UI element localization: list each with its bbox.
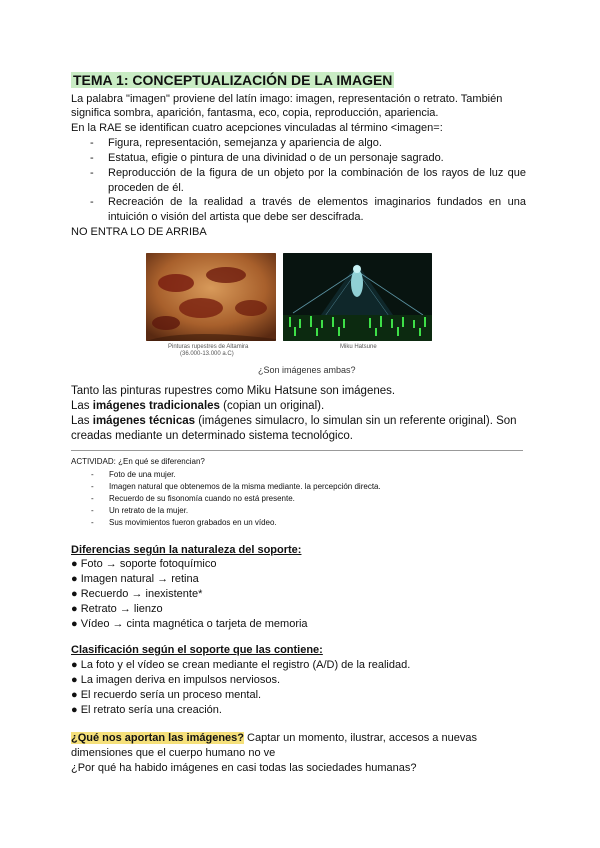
intro-line-3: En la RAE se identifican cuatro acepciones vinculadas al término <imagen=: <box>71 122 443 134</box>
no-entra-note: NO ENTRA LO DE ARRIBA <box>71 226 207 238</box>
clasificacion-item: ● La imagen deriva en impulsos nerviosos. <box>71 674 281 686</box>
list-dash: - <box>91 506 94 515</box>
list-dash: - <box>90 137 94 149</box>
actividad-heading: ACTIVIDAD: ¿En qué se diferencian? <box>71 457 205 466</box>
aportan-line-2: dimensiones que el cuerpo humano no ve <box>71 747 276 759</box>
tecnicas-line: Las imágenes técnicas (imágenes simulacro, lo simulan sin un referente original). Son <box>71 415 517 427</box>
diferencias-item: ● Vídeo → cinta magnética o tarjeta de memoria <box>71 618 308 630</box>
clasificacion-item: ● La foto y el vídeo se crean mediante el registro (A/D) de la realidad. <box>71 659 411 671</box>
acepcion-item: Reproducción de la figura de un objeto por la combinación de los rayos de luz que proceden de él. <box>108 167 526 194</box>
altamira-painting-image <box>146 253 276 341</box>
aportan-line-1: ¿Qué nos aportan las imágenes? Captar un momento, ilustrar, accesos a nuevas <box>71 732 477 744</box>
diferencias-item: ● Imagen natural → retina <box>71 573 199 585</box>
list-dash: - <box>90 152 94 164</box>
intro-line-1: La palabra "imagen" proviene del latín imago: imagen, representación o retrato. También <box>71 93 503 105</box>
altamira-caption: Pinturas rupestres de Altamira <box>168 344 249 350</box>
figure-question: ¿Son imágenes ambas? <box>258 365 356 375</box>
final-question: ¿Por qué ha habido imágenes en casi todas las sociedades humanas? <box>71 762 417 774</box>
list-dash: - <box>90 196 94 208</box>
tanto-sentence: Tanto las pinturas rupestres como Miku Hatsune son imágenes. <box>71 385 396 397</box>
tradicionales-line: Las imágenes tradicionales (copian un original). <box>71 400 325 412</box>
aportan-question: ¿Qué nos aportan las imágenes? <box>71 732 244 744</box>
clasificacion-heading: Clasificación según el soporte que las contiene: <box>71 644 323 656</box>
actividad-item: Foto de una mujer. <box>109 470 176 479</box>
actividad-item: Sus movimientos fueron grabados en un vídeo. <box>109 518 277 527</box>
acepcion-item: Recreación de la realidad a través de elementos imaginarios fundados en una intuición o visión del artista que debe ser descifrada. <box>108 196 526 223</box>
intro-line-2: significa sombra, aparición, fantasma, eco, copia, reproducción, apariencia. <box>71 107 439 119</box>
miku-hatsune-concert-image <box>283 253 432 341</box>
actividad-item: Recuerdo de su fisonomía cuando no está presente. <box>109 494 295 503</box>
actividad-item: Imagen natural que obtenemos de la misma mediante. la percepción directa. <box>109 482 381 491</box>
list-dash: - <box>91 482 94 491</box>
clasificacion-item: ● El retrato sería una creación. <box>71 704 222 716</box>
diferencias-heading: Diferencias según la naturaleza del soporte: <box>71 544 302 556</box>
diferencias-item: ● Foto → soporte fotoquímico <box>71 558 217 570</box>
list-dash: - <box>91 518 94 527</box>
list-dash: - <box>90 167 94 179</box>
list-dash: - <box>91 494 94 503</box>
actividad-item: Un retrato de la mujer. <box>109 506 189 515</box>
tecnicas-line-2: creadas mediante un determinado sistema tecnológico. <box>71 430 353 442</box>
acepcion-item: Figura, representación, semejanza y apariencia de algo. <box>108 137 382 149</box>
horizontal-divider <box>71 450 523 451</box>
diferencias-item: ● Recuerdo → inexistente* <box>71 588 203 600</box>
acepcion-item: Estatua, efigie o pintura de una divinidad o de un personaje sagrado. <box>108 152 444 164</box>
miku-caption: Miku Hatsune <box>340 344 377 350</box>
altamira-dates-caption: (36.000-13.000 a.C) <box>180 351 234 357</box>
page-title: TEMA 1: CONCEPTUALIZACIÓN DE LA IMAGEN <box>73 72 393 88</box>
list-dash: - <box>91 470 94 479</box>
clasificacion-item: ● El recuerdo sería un proceso mental. <box>71 689 262 701</box>
diferencias-item: ● Retrato → lienzo <box>71 603 163 615</box>
